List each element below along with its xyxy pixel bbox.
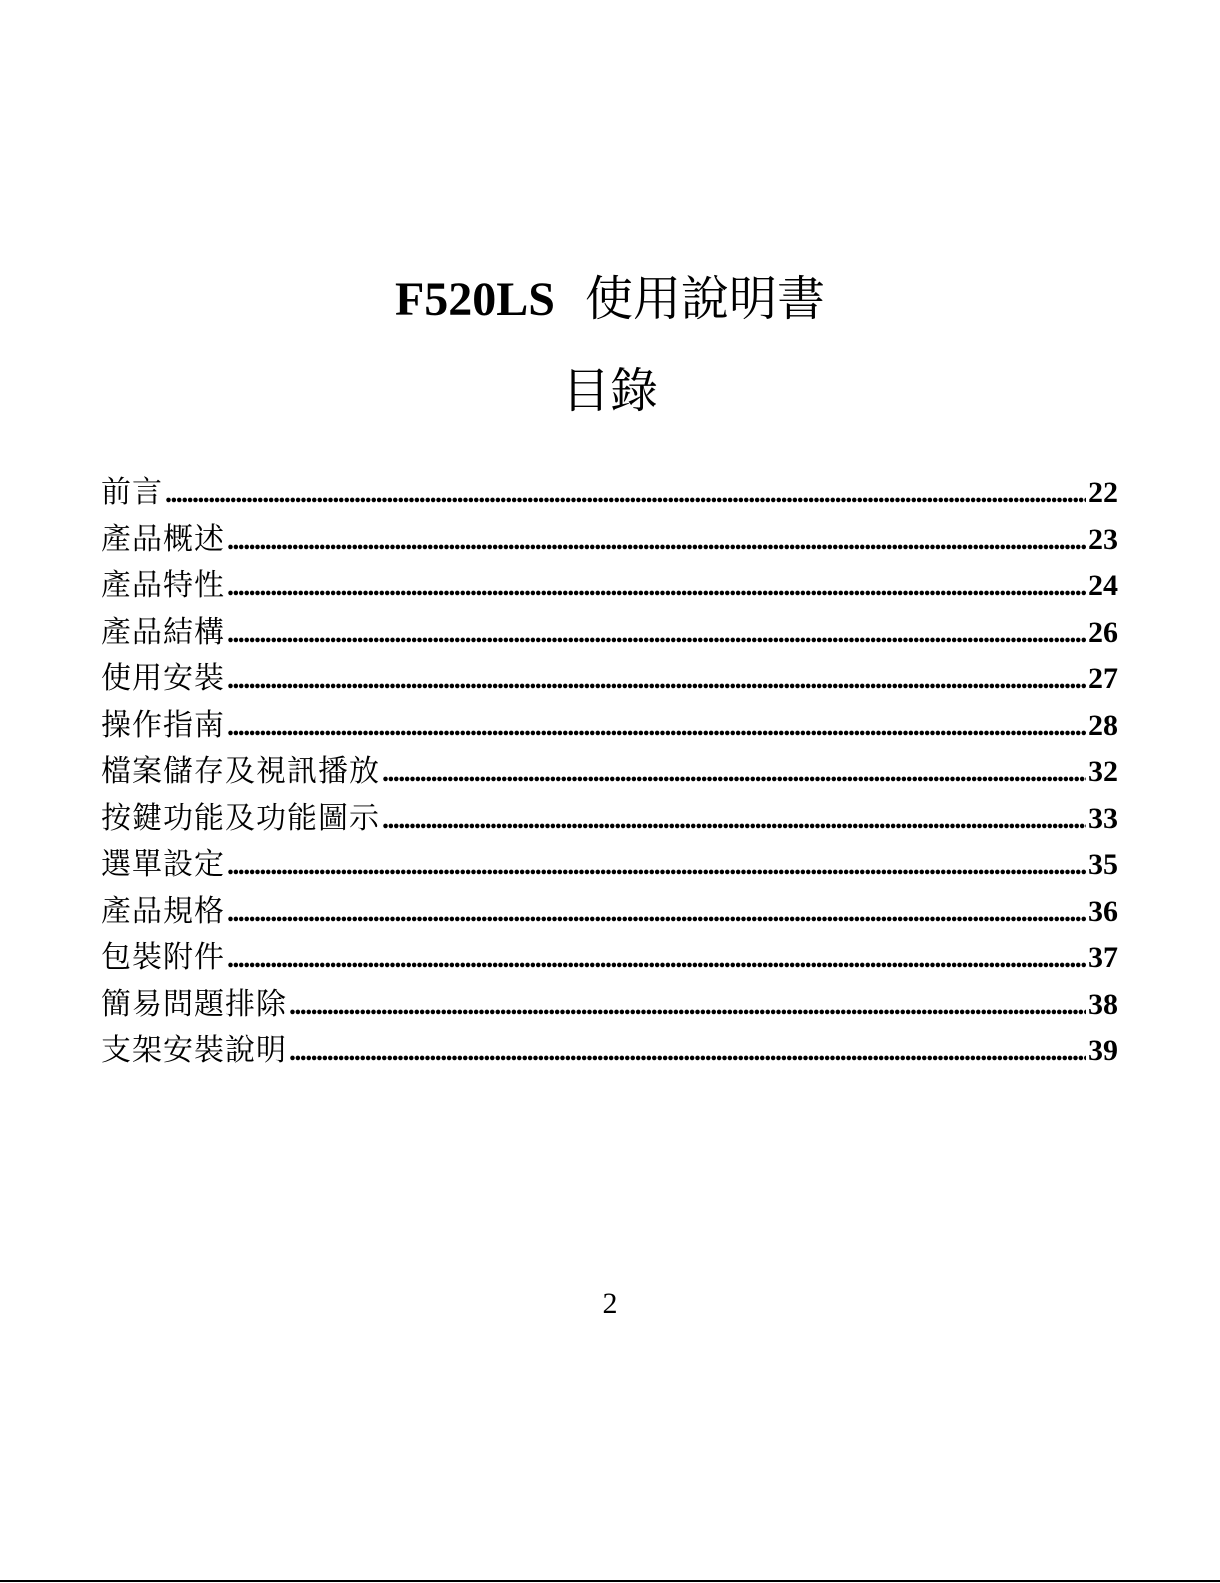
- toc-entry-label: 產品特性: [101, 569, 225, 602]
- toc-entry-label: 使用安裝: [101, 662, 225, 695]
- toc-dot-leader: [225, 611, 1086, 658]
- toc-entry-page: 35: [1088, 848, 1118, 881]
- toc-entry-buttons-icons[interactable]: [101, 796, 1118, 843]
- toc-entry-label: 包裝附件: [101, 941, 225, 974]
- toc-entry-page: 22: [1088, 476, 1118, 509]
- toc-entry-label: 產品概述: [101, 522, 225, 556]
- toc-entry-foreword[interactable]: [101, 470, 1118, 517]
- toc-entry-package-contents[interactable]: [101, 935, 1118, 982]
- toc-entry-page: 26: [1088, 615, 1118, 649]
- bottom-divider: [0, 1580, 1220, 1582]
- toc-dot-leader: [225, 518, 1086, 565]
- toc-dot-leader: [225, 890, 1086, 937]
- toc-entry-label: 產品結構: [101, 615, 225, 649]
- toc-entry-label: 按鍵功能及功能圖示: [101, 801, 380, 835]
- toc-entry-product-structure[interactable]: [101, 610, 1118, 657]
- toc-dot-leader: [225, 657, 1086, 704]
- toc-entry-label: 簡易問題排除: [101, 987, 287, 1021]
- toc-entry-label: 支架安裝說明: [101, 1034, 287, 1067]
- toc-dot-leader: [380, 797, 1086, 844]
- document-title: [0, 268, 1220, 332]
- table-of-contents: [101, 470, 1118, 1075]
- toc-entry-page: 28: [1088, 708, 1118, 742]
- toc-entry-page: 37: [1088, 941, 1118, 974]
- toc-entry-product-overview[interactable]: [101, 517, 1118, 564]
- toc-entry-page: 33: [1088, 801, 1118, 835]
- toc-dot-leader: [163, 471, 1086, 518]
- toc-entry-product-features[interactable]: [101, 563, 1118, 610]
- toc-entry-label: 選單設定: [101, 848, 225, 881]
- toc-entry-file-storage-playback[interactable]: [101, 749, 1118, 796]
- toc-entry-troubleshooting[interactable]: [101, 982, 1118, 1029]
- toc-entry-page: 39: [1088, 1034, 1118, 1067]
- toc-entry-menu-settings[interactable]: [101, 842, 1118, 889]
- toc-entry-page: 24: [1088, 569, 1118, 602]
- toc-dot-leader: [380, 750, 1086, 797]
- toc-entry-installation[interactable]: [101, 656, 1118, 703]
- toc-entry-page: 23: [1088, 522, 1118, 556]
- toc-dot-leader: [225, 564, 1086, 611]
- title-model: F520LS: [394, 273, 555, 326]
- toc-entry-page: 38: [1088, 987, 1118, 1021]
- toc-entry-label: 檔案儲存及視訊播放: [101, 755, 380, 788]
- toc-entry-page: 32: [1088, 755, 1118, 788]
- toc-heading: 目錄: [561, 365, 658, 418]
- page-number: 2: [602, 1287, 618, 1320]
- title-text: 使用說明書: [585, 273, 826, 326]
- toc-entry-label: 前言: [101, 476, 163, 509]
- toc-entry-specifications[interactable]: [101, 889, 1118, 936]
- toc-entry-label: 產品規格: [101, 894, 225, 928]
- toc-entry-page: 36: [1088, 894, 1118, 928]
- toc-entry-operation-guide[interactable]: [101, 703, 1118, 750]
- toc-dot-leader: [225, 704, 1086, 751]
- toc-dot-leader: [225, 936, 1086, 983]
- toc-dot-leader: [287, 1029, 1086, 1076]
- toc-dot-leader: [287, 983, 1086, 1030]
- toc-entry-page: 27: [1088, 662, 1118, 695]
- toc-entry-bracket-installation[interactable]: [101, 1028, 1118, 1075]
- toc-dot-leader: [225, 843, 1086, 890]
- toc-entry-label: 操作指南: [101, 708, 225, 742]
